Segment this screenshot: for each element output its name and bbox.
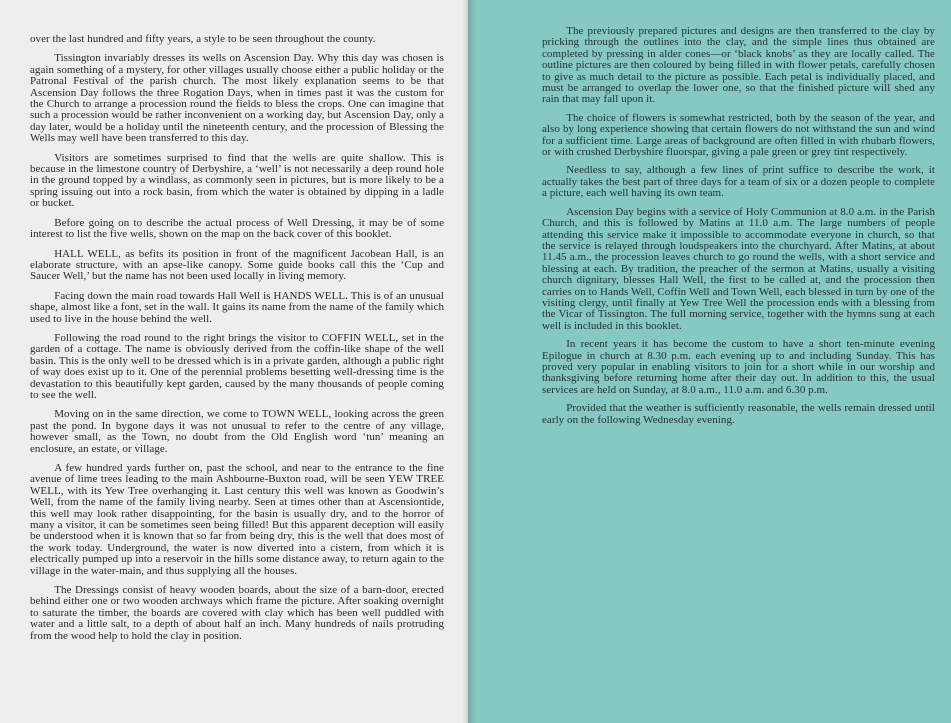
left-paragraph-9: A few hundred yards further on, past the school, and near to the entrance to the fine avenue of lime trees leading to the main Ashbourne-Buxton road, will be seen YEW TREE WELL, with its Yew Tree overhanging it. Last century this well was known as Goodwin’s Well, from the name of the family living nearby. Seen at times other than at Ascensiontide, this well may look rather disappointing, for the basin is usually dry, and to the horror of many a visitor, it can be sometimes seen being filled! But this apparent deception will easily be understood when it is known that so far from being dry, this is the well that does most of the work today. Underground, the water is now diverted into a cistern, from which it is electrically pumped up into a reservoir in the hills some distance away, to return again to the village in the water-main, and thus supplying all the houses. — [30, 462, 444, 577]
right-paragraph-3: Needless to say, although a few lines of print suffice to describe the work, it actually takes the best part of three days for a team of six or a dozen people to complete a picture, each well having its own team. — [542, 164, 935, 200]
right-paragraph-2: The choice of flowers is somewhat restricted, both by the season of the year, and also by long experience showing that certain flowers do not withstand the sun and wind for a sufficient time. Large areas of background are often filled in with rhubarb flowers, or with crushed Derbyshire fluorspar, giving a pale green or grey tint respectively. — [542, 111, 935, 159]
right-paragraph-5: In recent years it has become the custom to have a short ten-minute evening Epilogue in church at 8.30 p.m. each evening up to and including Sunday. This has proved very popular in enabling visitors to join for a short while in our worship and thanksgiving before returning home after their day out. In addition to this, the usual services are held on Sunday, at 8.0 a.m., 11.0 a.m. and 6.30 p.m. — [542, 338, 935, 396]
right-paragraph-1: The previously prepared pictures and designs are then transferred to the clay by pricking through the outlines into the clay, and the simple lines thus obtained are completed by pressing in alder cones—or ‘black knobs’ as they are locally called. The outline pictures are then coloured by being filled in with flower petals, carefully chosen to give as much detail to the picture as possible. Each petal is individually placed, and must be arranged to overlap the lower one, so that the finished picture will shed any rain that may fall upon it. — [542, 25, 935, 106]
left-page — [0, 0, 468, 723]
right-page — [468, 0, 951, 723]
left-paragraph-7: Following the road round to the right brings the visitor to COFFIN WELL, set in the garden of a cottage. The name is obviously derived from the coffin-like shape of the well basin. This is the only well to be dressed which is in a private garden, although a public right of way does exist up to it. One of the perennial problems besetting well-dressing time is the devastation to this beautifully kept garden, caused by the many thousands of people coming to see the well. — [30, 331, 444, 401]
left-paragraph-2: Tissington invariably dresses its wells on Ascension Day. Why this day was chosen is again something of a mystery, for other villages usually choose either a public holiday or the Patronal Festival of the parish church. The most likely explanation seems to be that Ascension Day follows the three Rogation Days, when in times past it was the custom for the Church to arrange a procession round the fields to bless the crops. One can imagine that such a procession would be rather inconvenient on a working day, but Ascension Day, only a day later, would be a holiday until the nineteenth century, and the procession of Blessing the Wells may well have been transferred to this day. — [30, 52, 444, 145]
left-paragraph-5: HALL WELL, as befits its position in front of the magnificent Jacobean Hall, is an elaborate structure, with an apse-like canopy. Some guide books call this the ‘Cup and Saucer Well,’ but the name has not been used locally in living memory. — [30, 247, 444, 283]
left-paragraph-1: over the last hundred and fifty years, a style to be seen throughout the county. — [30, 33, 376, 45]
left-paragraph-6: Facing down the main road towards Hall Well is HANDS WELL. This is of an unusual shape, almost like a font, set in the wall. It gains its name from the name of the family which used to live in the house behind the well. — [30, 289, 444, 325]
left-paragraph-3: Visitors are sometimes surprised to find that the wells are quite shallow. This is because in the limestone country of Derbyshire, a ‘well’ is not necessarily a deep round hole in the ground topped by a windlass, as commonly seen in pictures, but is more likely to be a spring issuing out into a rock basin, from which the water is obtained by dipping in a ladle or bucket. — [30, 151, 444, 210]
left-paragraph-8: Moving on in the same direction, we come to TOWN WELL, looking across the green past the pond. In bygone days it was not unusual to refer to the centre of any village, however small, as the Town, no doubt from the Old English word ‘tun’ meaning an enclosure, an estate, or village. — [30, 408, 444, 455]
right-paragraph-6: Provided that the weather is sufficiently reasonable, the wells remain dressed until early on the following Wednesday evening. — [542, 402, 935, 426]
left-paragraph-4: Before going on to describe the actual process of Well Dressing, it may be of some interest to list the five wells, shown on the map on the back cover of this booklet. — [30, 216, 444, 241]
left-paragraph-10: The Dressings consist of heavy wooden boards, about the size of a barn-door, erected behind either one or two wooden archways which frame the picture. After soaking overnight to saturate the timber, the boards are covered with clay which has been well puddled with water and a little salt, to a depth of about half an inch. Many hundreds of nails protruding from the wood help to hold the clay in position. — [30, 584, 444, 642]
right-paragraph-4: Ascension Day begins with a service of Holy Communion at 8.0 a.m. in the Parish Church, and this is followed by Matins at 11.0 a.m. The large numbers of people attending this service make it impossible to accommodate everyone in church, so that the service is relayed through loudspeakers into the churchyard. After Matins, at about 11.45 a.m., the procession leaves church to go round the wells, with a short service and blessing at each. By tradition, the preacher of the sermon at Matins, usually a visiting church dignitary, blesses Hall Well, the first to be called at, and the procession then carries on to Hands Well, Coffin Well and Town Well, each blessed in turn by one of the visiting clergy, until finally at Yew Tree Well the procession ends with a blessing from the Vicar of Tissington. The full morning service, together with the hymns sung at each well is included in this booklet. — [542, 205, 935, 332]
